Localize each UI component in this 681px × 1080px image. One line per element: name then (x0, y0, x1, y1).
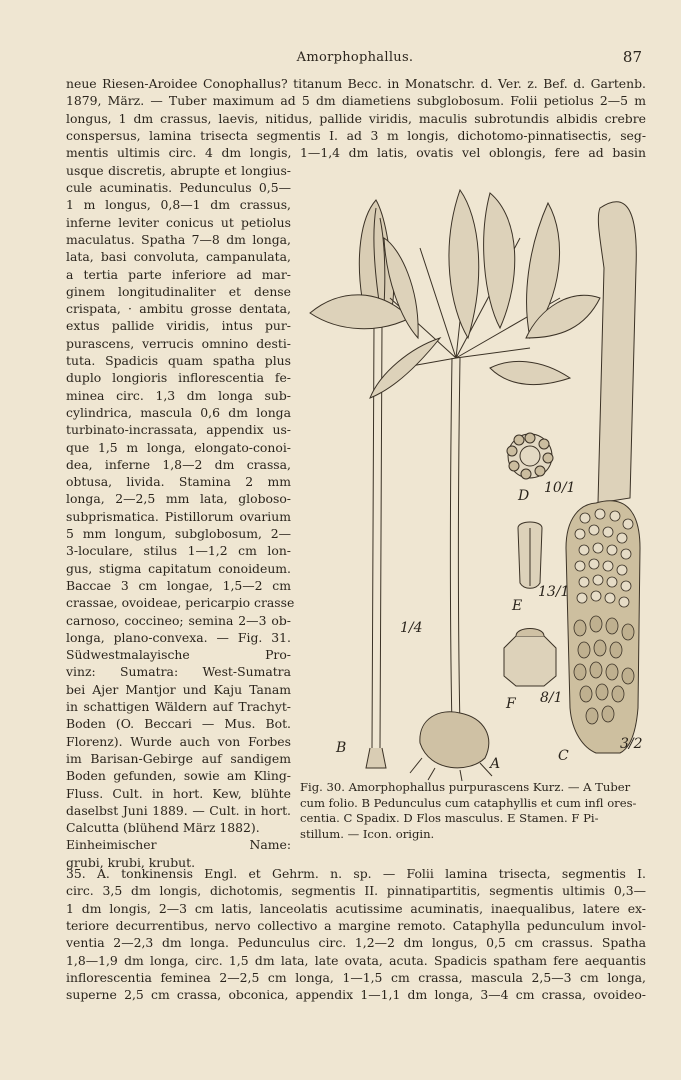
left-text-line: vinz: Sumatra: West-Sumatra (66, 664, 291, 680)
left-text-line: tuta. Spadicis quam spatha plus (66, 353, 291, 368)
left-text-line: 5 mm longum, subglobosum, 2— (66, 526, 291, 541)
bottom-text-line: 1,8—1,9 dm longa, circ. 1,5 dm lata, late ovata, acuta. Spadicis spatham fere aequantis (66, 952, 646, 968)
label-C: C (558, 748, 569, 764)
left-text-line: duplo longioris inflorescentia fe- (66, 370, 291, 386)
left-text-line: Einheimischer Name: (66, 837, 291, 853)
caption-line: centia. C Spadix. D Flos masculus. E Stamen. F Pi- (300, 811, 599, 825)
left-text-line: longa, plano-convexa. — Fig. 31. (66, 629, 291, 645)
left-text-line: im Barisan-Gebirge auf sandigem (66, 750, 291, 766)
left-text-line: cylindrica, mascula 0,6 dm longa (66, 404, 291, 420)
bottom-text-line: 35. A. tonkinensis Engl. et Gehrm. n. sp. — Folii lamina trisecta, segmentis I. (66, 866, 646, 881)
page-number: 87 (622, 48, 642, 66)
scale-D: 10/1 (544, 480, 576, 496)
bottom-text-line: inflorescentia feminea 2—2,5 cm longa, 1—1,5 cm crassa, mascula 2,5—3 cm longa, (66, 969, 646, 985)
bottom-text-line: teriore decurrentibus, nervo collectivo a margine remoto. Cataphylla pedunculum invol- (66, 917, 646, 933)
left-text-line: 1 m longus, 0,8—1 dm crassus, (66, 197, 291, 213)
left-text-line: purascens, verrucis omnino desti- (66, 335, 291, 351)
left-text-line: crassae, ovoideae, pericarpio crasse (66, 595, 295, 611)
left-text-line: in schattigen Wäldern auf Trachyt- (66, 699, 291, 714)
left-text-line: Südwestmalayische Pro- (66, 647, 291, 663)
botanical-figure (300, 188, 655, 783)
left-text-line: lata, basi convoluta, campanulata, (66, 249, 291, 265)
top-text-line: conspersus, lamina trisecta segmentis I. ad 3 m longis, dichotomo-pinnatisectis, seg- (66, 127, 646, 143)
left-text-line: carnoso, coccineo; semina 2—3 ob- (66, 612, 291, 628)
top-text-line: usque discretis, abrupte et longius- (66, 162, 291, 178)
left-text-line: cule acuminatis. Pedunculus 0,5— (66, 180, 291, 195)
left-text-line: 3-loculare, stilus 1—1,2 cm lon- (66, 543, 291, 559)
bottom-text-line: ventia 2—2,3 dm longa. Pedunculus circ. 1,2—2 dm longus, 0,5 cm crassus. Spatha (66, 935, 646, 951)
label-E: E (512, 598, 523, 614)
left-text-line: a tertia parte inferiore ad mar- (66, 266, 291, 282)
left-text-line: inferne leviter conicus ut petiolus (66, 214, 291, 230)
left-text-line: subprismatica. Pistillorum ovarium (66, 508, 291, 524)
left-text-line: Calcutta (blühend März 1882). (66, 820, 260, 836)
top-text-line: longus, 1 dm crassus, laevis, nitidus, pallide viridis, maculis subrotundis albidis crebre (66, 110, 646, 126)
left-text-line: Boden gefunden, sowie am Kling- (66, 768, 291, 784)
left-text-line: grubi, krubi, krubut. (66, 854, 196, 870)
left-text-line: longa, 2—2,5 mm lata, globoso- (66, 491, 291, 507)
top-text-line: neue Riesen-Aroidee Conophallus? titanum Becc. in Monatschr. d. Ver. z. Bef. d. Gartenb. (66, 76, 646, 91)
page-header (60, 50, 650, 70)
scale-E: 13/1 (538, 584, 570, 600)
left-text-line: Boden (O. Beccari — Mus. Bot. (66, 716, 291, 732)
bottom-text-line: 1 dm longis, 2—3 cm latis, lanceolatis acutissime acuminatis, inaequalibus, latere ex- (66, 900, 646, 916)
left-text-line: Baccae 3 cm longae, 1,5—2 cm (66, 577, 291, 593)
left-text-line: gus, stigma capitatum conoideum. (66, 560, 291, 576)
scale-F: 8/1 (540, 690, 563, 706)
left-text-line: extus pallide viridis, intus pur- (66, 318, 291, 334)
running-title: Amorphophallus. (296, 50, 414, 65)
left-text-line: maculatus. Spatha 7—8 dm longa, (66, 231, 291, 247)
top-text-line: 1879, März. — Tuber maximum ad 5 dm diametiens subglobosum. Folii petiolus 2—5 m (66, 93, 646, 109)
left-text-line: bei Ajer Mantjor und Kaju Tanam (66, 681, 291, 697)
bottom-text-line: circ. 3,5 dm longis, dichotomis, segmentis II. pinnatipartitis, segmentis ultimis 0,3— (66, 883, 646, 899)
label-B: B (336, 740, 347, 756)
left-text-line: daselbst Juni 1889. — Cult. in hort. (66, 802, 291, 818)
caption-line: Fig. 30. Amorphophallus purpurascens Kurz. — A Tuber (300, 780, 631, 794)
label-D: D (518, 488, 530, 504)
top-text-line: mentis ultimis circ. 4 dm longis, 1—1,4 dm latis, ovatis vel oblongis, fere ad basin (66, 145, 646, 161)
left-text-line: obtusa, livida. Stamina 2 mm (66, 474, 291, 490)
scale-C: 3/2 (620, 736, 643, 752)
label-F: F (506, 696, 516, 712)
left-text-line: ginem longitudinaliter et dense (66, 283, 291, 299)
left-text-line: Florenz). Wurde auch von Forbes (66, 733, 291, 749)
left-text-line: que 1,5 m longa, elongato-conoi- (66, 439, 291, 455)
scale-main: 1/4 (400, 620, 423, 636)
caption-line: stillum. — Icon. origin. (300, 826, 435, 841)
left-text-line: crispata, · ambitu grosse dentata, (66, 301, 291, 317)
label-A: A (490, 756, 501, 772)
left-text-line: turbinato-incrassata, appendix us- (66, 422, 291, 438)
caption-line: cum folio. B Pedunculus cum cataphyllis et cum infl ores- (300, 795, 637, 810)
left-text-line: minea circ. 1,3 dm longa sub- (66, 387, 291, 403)
left-text-line: dea, inferne 1,8—2 dm crassa, (66, 456, 291, 472)
bottom-text-line: superne 2,5 cm crassa, obconica, appendix 1—1,1 dm longa, 3—4 cm crassa, ovoideo- (66, 987, 646, 1003)
plant-illustration (300, 188, 655, 783)
left-text-line: Fluss. Cult. in hort. Kew, blühte (66, 785, 291, 801)
